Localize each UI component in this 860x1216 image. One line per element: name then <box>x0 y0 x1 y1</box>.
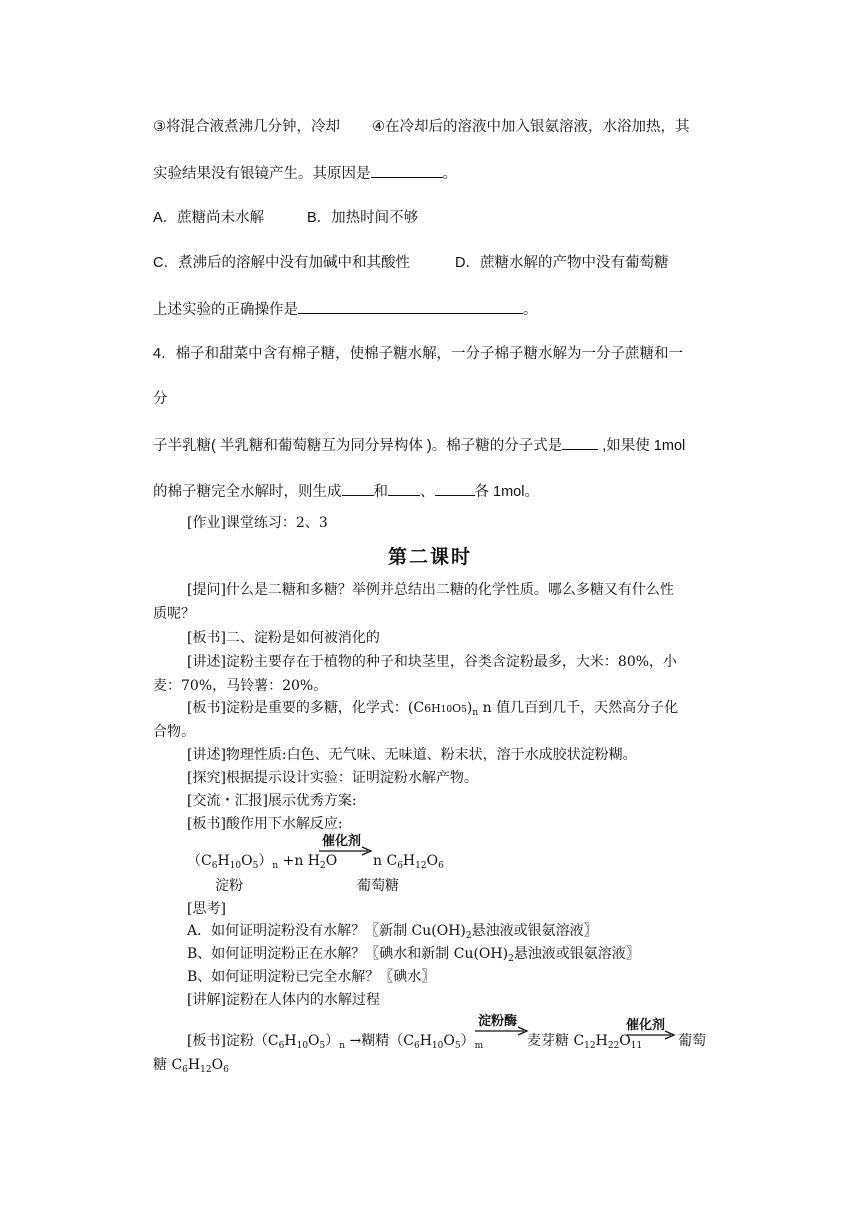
physical-properties: [讲述]物理性质:白色、无气味、无味道、粉末状，溶于水成胶状淀粉糊。 <box>187 747 637 763</box>
answer-blank <box>371 162 443 178</box>
answer-blank <box>435 480 475 496</box>
think-heading: [思考] <box>187 901 226 917</box>
board-hydrolysis: [板书]酸作用下水解反应: <box>187 816 343 832</box>
q3-option-c: C．煮沸后的溶解中没有加碱中和其酸性 <box>153 255 410 271</box>
board-formula-line1: [板书]淀粉是重要的多糖，化学式：$(C6H10O5)_n$ n 值几百到几千，天然高分子化 <box>187 700 679 718</box>
glucose-formula: 糖 $C_6H_{12}O_6$ <box>153 1057 229 1075</box>
think-question-a: A．如何证明淀粉没有水解？〖新制 $Cu(OH)_2$悬浊液或银氨溶液〗 <box>187 923 598 941</box>
board-formula-line2: 合物。 <box>153 724 195 740</box>
answer-blank <box>388 480 420 496</box>
q3-option-a: A．蔗糖尚未水解 <box>153 210 265 226</box>
maltose-formula: 麦芽糖 $C_{12}H_{22}O_{11}$ <box>527 1033 643 1051</box>
q3-option-b: B．加热时间不够 <box>307 210 419 226</box>
q3-correct-procedure: 上述实验的正确操作是 。 <box>153 298 538 320</box>
answer-blank <box>342 480 374 496</box>
question-prompt-line2: 质呢？ <box>153 606 195 622</box>
q3-result: 实验结果没有银镜产生。其原因是 。 <box>153 162 457 184</box>
reactant-name: 淀粉 <box>215 878 243 894</box>
equation-products: n $C_6H_{12}O_6$ <box>373 853 444 871</box>
explain-heading: [讲解]淀粉在人体内的水解过程 <box>187 992 380 1008</box>
q3-option-d: D．蔗糖水解的产物中没有葡萄糖 <box>455 255 669 271</box>
section-title: 第二课时 <box>387 546 472 568</box>
q4-line-4: 的棉子糖完全水解时，则生成 和 、 各 1mol。 <box>153 480 539 502</box>
narration-starch-line1: [讲述]淀粉主要存在于植物的种子和块茎里，谷类含淀粉最多，大米：80%，小 <box>187 654 678 670</box>
q4-line-2: 分 <box>153 391 168 407</box>
product-name: 葡萄糖 <box>357 878 399 894</box>
digestion-chain: [板书]淀粉$(C_6H_{10}O_5)_n$ →糊精$(C_6H_{10}O_5)_m$ <box>187 1033 484 1051</box>
reaction-arrow <box>318 845 374 857</box>
catalyst-label: 催化剂 <box>626 1018 666 1033</box>
q3-step3: ③将混合液煮沸几分钟，冷却 <box>153 119 340 135</box>
amylase-label: 淀粉酶 <box>478 1014 518 1029</box>
narration-starch-line2: 麦：70%，马铃薯：20%。 <box>153 678 328 694</box>
q4-line-3: 子半乳糖( 半乳糖和葡萄糖互为同分异构体 )。棉子糖的分子式是 ,如果使 1mol <box>153 434 685 456</box>
report-note: [交流・汇报]展示优秀方案: <box>187 793 357 809</box>
answer-blank <box>562 434 598 450</box>
think-question-c: B、如何证明淀粉已完全水解？〖碘水〗 <box>187 969 436 985</box>
q3-step4: ④在冷却后的溶液中加入银氨溶液，水浴加热，其 <box>372 119 690 135</box>
question-prompt-line1: [提问]什么是二糖和多糖？举例并总结出二糖的化学性质。哪么多糖又有什么性 <box>187 582 674 598</box>
q4-line-1: 4．棉子和甜菜中含有棉子糖，使棉子糖水解，一分子棉子糖水解为一分子蔗糖和一 <box>153 346 684 362</box>
think-question-b: B、如何证明淀粉正在水解？〖碘水和新制 $Cu(OH)_2$悬浊液或银氨溶液〗 <box>187 946 640 964</box>
equation-reactants: $(C_6H_{10}O_5)_n +n$ $H_2O$ <box>187 853 338 871</box>
homework-note: [作业]课堂练习：2、3 <box>187 515 328 531</box>
glucose-word-part1: 葡萄 <box>678 1033 706 1049</box>
board-heading: [板书]二、淀粉是如何被消化的 <box>187 630 380 646</box>
answer-blank <box>298 298 523 314</box>
catalyst-label: 催化剂 <box>322 834 362 849</box>
explore-note: [探究]根据提示设计实验：证明淀粉水解产物。 <box>187 770 478 786</box>
